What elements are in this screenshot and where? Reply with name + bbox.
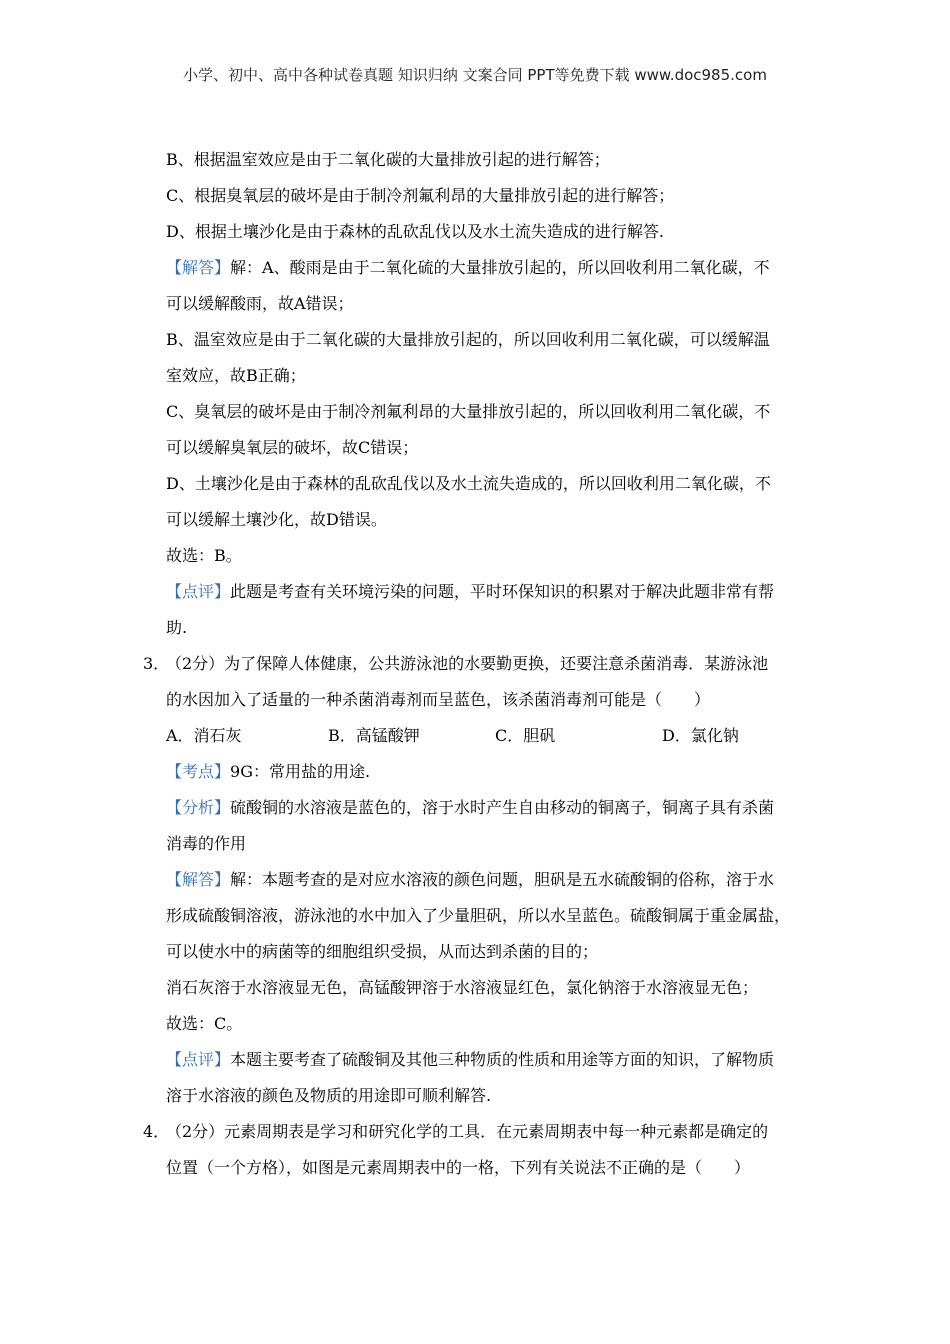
q2-choice-line: 故选：B。 (166, 546, 242, 565)
q3-option-c: C．胆矾 (495, 726, 556, 745)
q2-answer-line-8: 可以缓解土壤沙化，故D错误。 (166, 510, 387, 529)
q3-answer-text: 解：本题考查的是对应水溶液的颜色问题，胆矾是五水硫酸铜的俗称，溶于水 (230, 870, 775, 889)
q3-answer-line-4: 消石灰溶于水溶液显无色，高锰酸钾溶于水溶液显红色，氯化钠溶于水溶液显无色； (166, 978, 759, 997)
q2-comment-line (166, 582, 774, 602)
point-tag: 【考点】 (166, 762, 231, 781)
q3-choice-line: 故选：C。 (166, 1014, 243, 1033)
q2-answer-line-5: C、臭氧层的破坏是由于制冷剂氟利昂的大量排放引起的，所以回收利用二氧化碳，不 (166, 402, 771, 421)
q2-analysis-line-b: B、根据温室效应是由于二氧化碳的大量排放引起的进行解答； (166, 150, 610, 169)
q3-analysis-line-2: 消毒的作用 (166, 834, 247, 853)
q3-stem-line-1: （2分）为了保障人体健康，公共游泳池的水要勤更换，还要注意杀菌消毒．某游泳池 (166, 654, 769, 673)
q2-comment-line-2: 助. (166, 618, 188, 637)
q2-answer-line (166, 258, 770, 278)
q2-analysis-line-d: D、根据土壤沙化是由于森林的乱砍乱伐以及水土流失造成的进行解答. (166, 222, 664, 241)
q3-option-b: B．高锰酸钾 (328, 726, 420, 745)
analysis-tag: 【分析】 (166, 798, 231, 817)
q4-stem-line-2: 位置（一个方格），如图是元素周期表中的一格，下列有关说法不正确的是（ ） (166, 1158, 751, 1177)
q3-point-text: 9G：常用盐的用途. (230, 762, 371, 781)
page-header: 小学、初中、高中各种试卷真题 知识归纳 文案合同 PPT等免费下载 www.doc985.com (183, 66, 767, 84)
q2-analysis-line-c: C、根据臭氧层的破坏是由于制冷剂氟利昂的大量排放引起的进行解答； (166, 186, 675, 205)
q3-answer-line-2: 形成硫酸铜溶液，游泳池的水中加入了少量胆矾，所以水呈蓝色。硫酸铜属于重金属盐， (166, 906, 791, 925)
q2-answer-text: 解：A、酸雨是由于二氧化硫的大量排放引起的，所以回收利用二氧化碳，不 (230, 258, 770, 277)
q3-option-d: D．氯化钠 (662, 726, 739, 745)
q4-stem-line-1: （2分）元素周期表是学习和研究化学的工具．在元素周期表中每一种元素都是确定的 (166, 1122, 769, 1141)
comment-tag: 【点评】 (166, 1050, 231, 1069)
answer-tag: 【解答】 (166, 870, 231, 889)
q3-comment-line-2: 溶于水溶液的颜色及物质的用途即可顺利解答. (166, 1086, 492, 1105)
q3-answer-line (166, 870, 774, 890)
q3-comment-text: 本题主要考查了硫酸铜及其他三种物质的性质和用途等方面的知识，了解物质 (230, 1050, 775, 1069)
q3-analysis-text: 硫酸铜的水溶液是蓝色的，溶于水时产生自由移动的铜离子，铜离子具有杀菌 (230, 798, 775, 817)
q2-answer-line-3: B、温室效应是由于二氧化碳的大量排放引起的，所以回收利用二氧化碳，可以缓解温 (166, 330, 770, 349)
q2-answer-line-2: 可以缓解酸雨，故A错误； (166, 294, 354, 313)
q3-stem-line-2: 的水因加入了适量的一种杀菌消毒剂而呈蓝色，该杀菌消毒剂可能是（ ） (166, 690, 711, 709)
q3-point-line (166, 762, 370, 782)
q2-answer-line-4: 室效应，故B正确； (166, 366, 306, 385)
q3-analysis-line (166, 798, 774, 818)
comment-tag: 【点评】 (166, 582, 231, 601)
q3-option-a: A．消石灰 (166, 726, 242, 745)
q2-answer-line-6: 可以缓解臭氧层的破坏，故C错误； (166, 438, 419, 457)
q4-number: 4． (143, 1122, 170, 1141)
q3-comment-line (166, 1050, 774, 1070)
q3-number: 3． (143, 654, 170, 673)
q2-comment-text: 此题是考查有关环境污染的问题，平时环保知识的积累对于解决此题非常有帮 (230, 582, 775, 601)
answer-tag: 【解答】 (166, 258, 231, 277)
q2-answer-line-7: D、土壤沙化是由于森林的乱砍乱伐以及水土流失造成的，所以回收利用二氧化碳，不 (166, 474, 771, 493)
q3-answer-line-3: 可以使水中的病菌等的细胞组织受损，从而达到杀菌的目的； (166, 942, 599, 961)
